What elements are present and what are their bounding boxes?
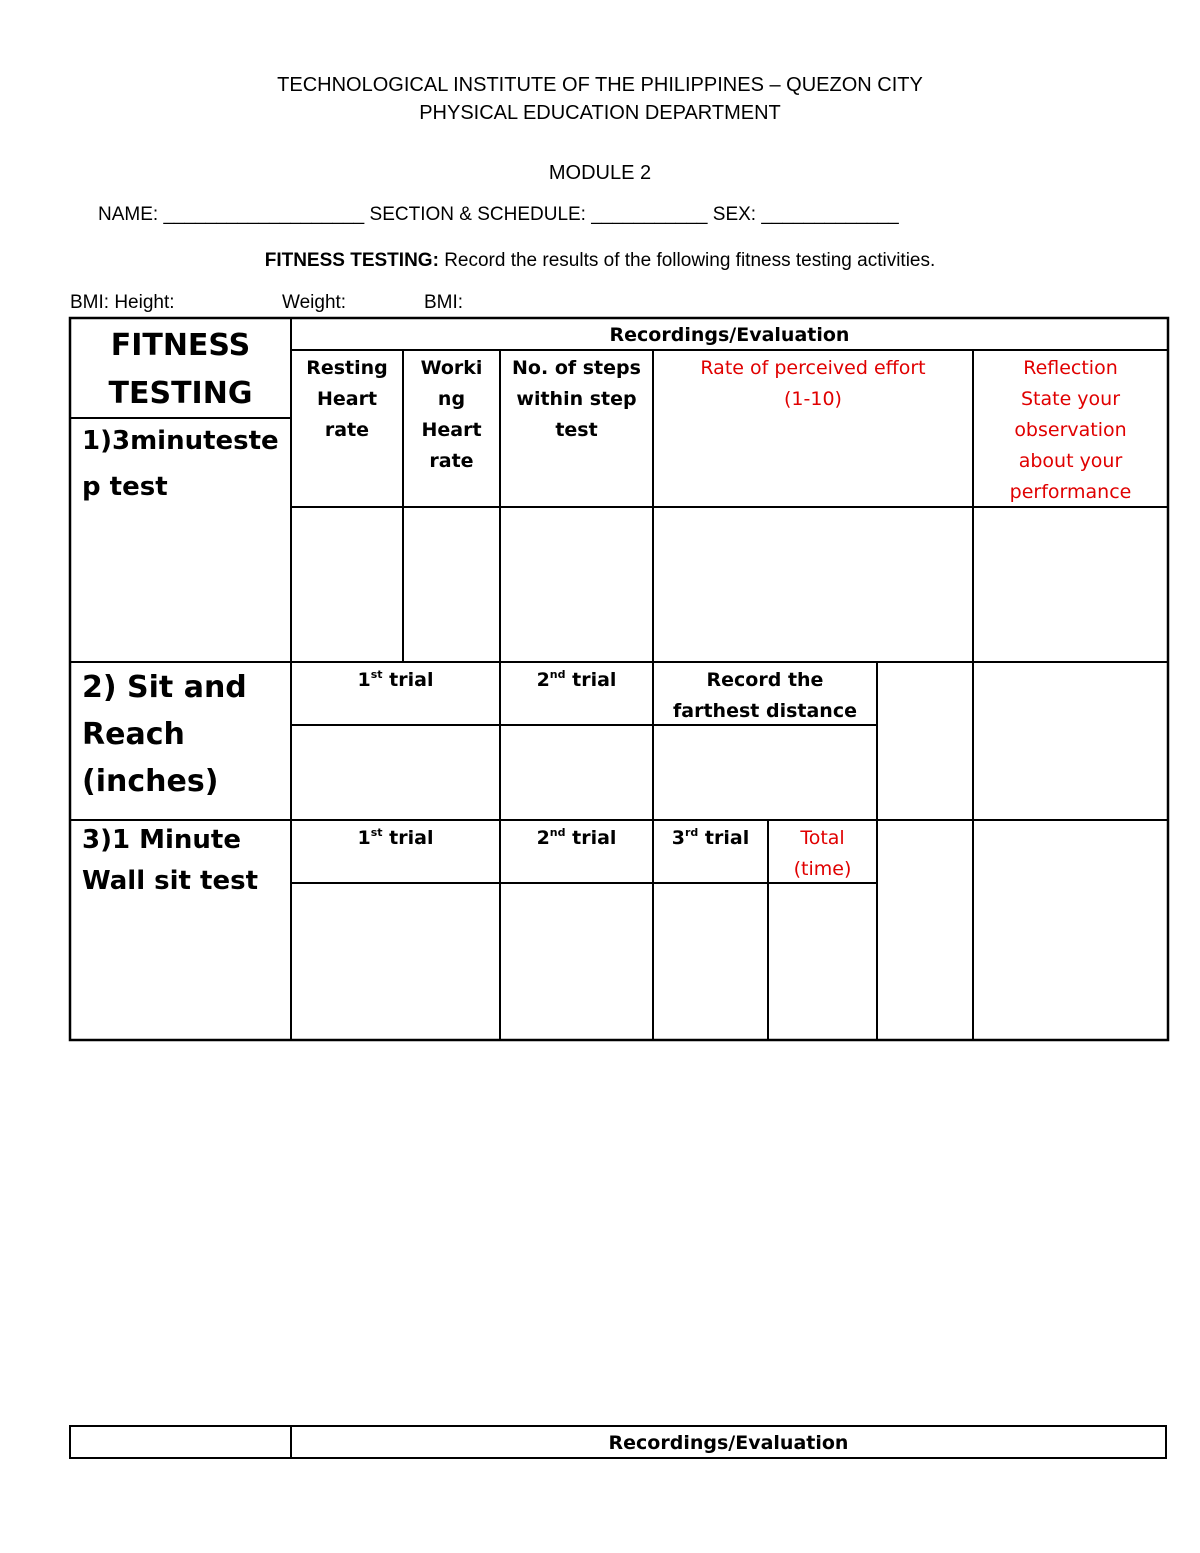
row3-trial3-header: 3rd trial (671, 826, 750, 849)
table-title: FITNESS TESTING (108, 328, 253, 411)
name-label: NAME: (98, 204, 159, 225)
resting-heart-rate-header: Resting Heart rate (306, 357, 388, 441)
module-title: MODULE 2 (548, 162, 652, 184)
instructions-label: FITNESS TESTING: (264, 250, 439, 271)
steps-input[interactable] (501, 508, 652, 661)
recordings-header: Recordings/Evaluation (609, 324, 850, 346)
second-recordings-header: Recordings/Evaluation (608, 1432, 849, 1454)
row3-trial1-header: 1st trial (357, 826, 434, 849)
row2-farthest-header: Record the farthest distance (673, 669, 857, 722)
row2-trial2-header: 2nd trial (536, 668, 617, 691)
row1-reflection-input[interactable] (974, 508, 1167, 661)
resting-heart-rate-input[interactable] (292, 508, 402, 661)
name-field[interactable]: ___________________ (163, 204, 365, 225)
row1-label: 1)3minuteste p test (82, 426, 279, 502)
row3-label: 3)1 Minute Wall sit test (82, 825, 259, 896)
bmi-height-label: BMI: Height: (70, 292, 175, 313)
bmi-value-label: BMI: (424, 292, 464, 313)
row2-trial2-input[interactable] (501, 726, 652, 819)
department-title: PHYSICAL EDUCATION DEPARTMENT (419, 102, 781, 124)
instructions-text: Record the results of the following fitness testing activities. (444, 250, 936, 271)
bmi-weight-label: Weight: (282, 292, 347, 313)
sex-field[interactable]: _____________ (761, 204, 899, 225)
row3-trial3-input[interactable] (654, 884, 767, 1039)
working-heart-rate-header: Worki ng Heart rate (420, 357, 483, 472)
row3-trial1-input[interactable] (292, 884, 499, 1039)
section-label: SECTION & SCHEDULE: (369, 204, 586, 225)
institute-title: TECHNOLOGICAL INSTITUTE OF THE PHILIPPINES – QUEZON CITY (277, 74, 923, 96)
section-field[interactable]: ___________ (591, 204, 708, 225)
row2-trial1-input[interactable] (292, 726, 499, 819)
sex-label: SEX: (712, 204, 757, 225)
row2-label: 2) Sit and Reach (inches) (82, 670, 247, 799)
effort-input[interactable] (654, 508, 972, 661)
row2-farthest-input[interactable] (654, 726, 876, 819)
working-heart-rate-input[interactable] (404, 508, 499, 661)
reflection-header: Reflection State your observation about your performance (1009, 357, 1132, 503)
row3-total-input[interactable] (769, 884, 876, 1039)
effort-header: Rate of perceived effort (1-10) (700, 357, 926, 410)
steps-header: No. of steps within step test (512, 357, 641, 441)
row3-trial2-header: 2nd trial (536, 826, 617, 849)
row2-reflection-input[interactable] (974, 663, 1167, 819)
row2-trial1-header: 1st trial (357, 668, 434, 691)
row3-reflection-input[interactable] (974, 821, 1167, 1039)
row3-total-header: Total (time) (793, 827, 852, 880)
row3-trial2-input[interactable] (501, 884, 652, 1039)
